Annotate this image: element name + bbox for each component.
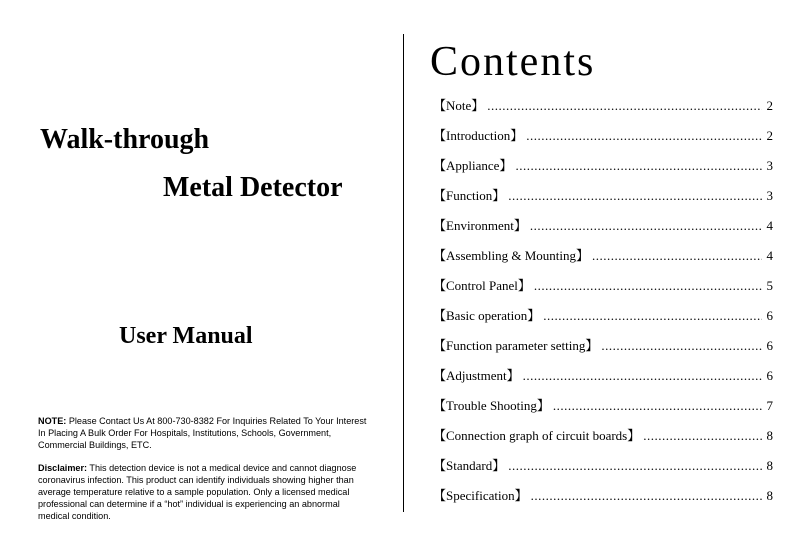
toc-entry-label: 【Adjustment】 <box>433 368 520 383</box>
dot-leader <box>534 276 762 296</box>
toc-entry-label: 【Assembling & Mounting】 <box>433 248 590 263</box>
disclaimer-paragraph <box>38 462 368 522</box>
dot-leader <box>643 426 762 446</box>
dot-leader <box>487 96 762 116</box>
table-of-contents <box>433 96 773 516</box>
dot-leader <box>508 456 762 476</box>
disclaimer-text: This detection device is not a medical device and cannot diagnose coronavirus infection. This product can identify individuals showing higher than average temperature relative to a sample population. Only a licensed medical professional can determine if a “hot” individual is experiencing an abnormal medical condition. <box>38 463 357 521</box>
toc-entry-page: 4 <box>766 218 773 233</box>
toc-entry-label: 【Note】 <box>433 98 485 113</box>
title-line-1: Walk-through <box>40 124 210 155</box>
toc-entry-page: 5 <box>766 278 773 293</box>
toc-entry-page: 6 <box>766 308 773 323</box>
toc-entry-label: 【Specification】 <box>433 488 528 503</box>
toc-entry[interactable] <box>433 336 773 366</box>
toc-entry[interactable] <box>433 486 773 516</box>
toc-entry[interactable] <box>433 126 773 156</box>
toc-entry-label: 【Basic operation】 <box>433 308 541 323</box>
toc-entry[interactable] <box>433 186 773 216</box>
toc-entry-page: 3 <box>766 188 773 203</box>
toc-entry[interactable] <box>433 96 773 126</box>
toc-entry-label: 【Standard】 <box>433 458 506 473</box>
toc-entry-label: 【Appliance】 <box>433 158 513 173</box>
manual-subtitle: User Manual <box>119 323 253 349</box>
toc-entry[interactable] <box>433 426 773 456</box>
note-label: NOTE: <box>38 416 67 426</box>
dot-leader <box>508 186 762 206</box>
title-line-2: Metal Detector <box>163 172 343 203</box>
toc-entry-page: 8 <box>766 458 773 473</box>
toc-entry-label: 【Control Panel】 <box>433 278 531 293</box>
dot-leader <box>530 216 762 236</box>
toc-entry-label: 【Introduction】 <box>433 128 524 143</box>
toc-entry-page: 8 <box>766 488 773 503</box>
toc-entry[interactable] <box>433 456 773 486</box>
toc-entry[interactable] <box>433 366 773 396</box>
toc-entry[interactable] <box>433 276 773 306</box>
contents-heading: Contents <box>430 39 596 85</box>
toc-entry-label: 【Trouble Shooting】 <box>433 398 550 413</box>
toc-entry-label: 【Function parameter setting】 <box>433 338 599 353</box>
dot-leader <box>515 156 762 176</box>
toc-entry-page: 4 <box>766 248 773 263</box>
contents-page <box>404 0 808 552</box>
toc-entry-page: 6 <box>766 338 773 353</box>
dot-leader <box>543 306 762 326</box>
toc-entry[interactable] <box>433 306 773 336</box>
dot-leader <box>601 336 762 356</box>
toc-entry-page: 8 <box>766 428 773 443</box>
toc-entry-label: 【Connection graph of circuit boards】 <box>433 428 641 443</box>
toc-entry-page: 7 <box>766 398 773 413</box>
note-paragraph <box>38 415 368 451</box>
toc-entry[interactable] <box>433 156 773 186</box>
toc-entry-page: 2 <box>766 128 773 143</box>
toc-entry-page: 3 <box>766 158 773 173</box>
toc-entry-label: 【Environment】 <box>433 218 527 233</box>
dot-leader <box>531 486 762 506</box>
toc-entry[interactable] <box>433 246 773 276</box>
toc-entry[interactable] <box>433 216 773 246</box>
toc-entry-label: 【Function】 <box>433 188 506 203</box>
dot-leader <box>523 366 762 386</box>
disclaimer-label: Disclaimer: <box>38 463 88 473</box>
toc-entry-page: 6 <box>766 368 773 383</box>
notice-block <box>38 415 368 533</box>
dot-leader <box>592 246 762 266</box>
toc-entry-page: 2 <box>766 98 773 113</box>
dot-leader <box>553 396 762 416</box>
toc-entry[interactable] <box>433 396 773 426</box>
dot-leader <box>526 126 762 146</box>
note-text: Please Contact Us At 800-730-8382 For Inquiries Related To Your Interest In Placing A Bulk Order For Hospitals, Institutions, Schools, Government, Commercial Buildings, ETC. <box>38 416 367 450</box>
